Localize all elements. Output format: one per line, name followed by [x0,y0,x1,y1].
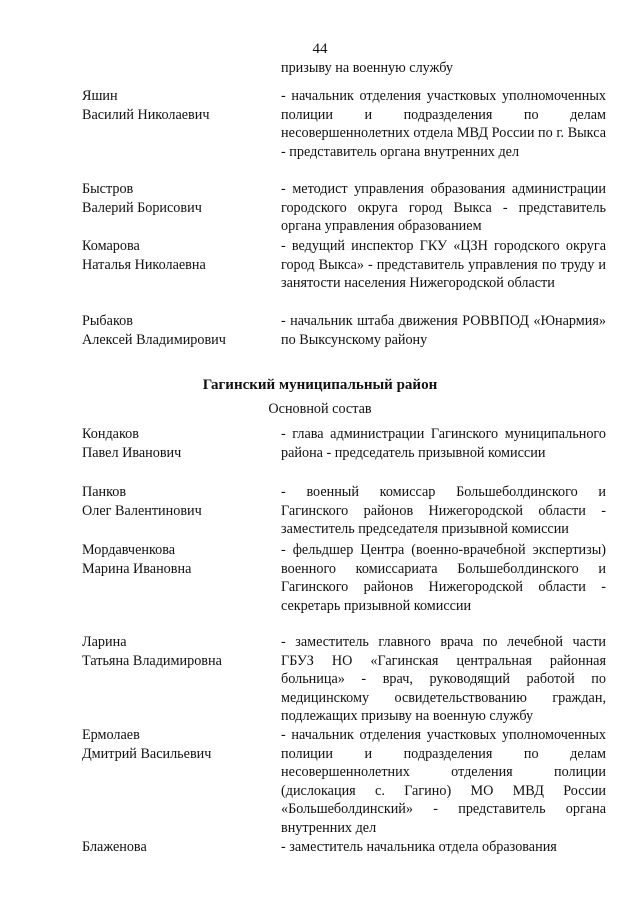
member-surname: Ларина [82,634,127,650]
member-surname: Яшин [82,88,118,104]
member-name [82,726,272,763]
member-name [82,312,272,349]
member-name [82,237,272,274]
member-name [82,541,272,578]
member-role: - заместитель главного врача по лечебной части ГБУЗ НО «Гагинская центральная районная больница» - врач, руководящий работой по медицинскому освидетельствованию граждан, подлежащих призыву на военную службу [281,634,606,724]
member-name [82,483,272,520]
member-surname: Кондаков [82,426,139,442]
member-name [82,425,272,462]
page-number: 44 [312,41,328,57]
member-role: - заместитель начальника отдела образования [281,839,557,855]
member-role: - ведущий инспектор ГКУ «ЦЗН городского округа город Выкса» - представитель управления по труду и занятости населения Нижегородской области [281,238,606,291]
continuation-text: призыву на военную службу [281,60,453,76]
section-title: Гагинский муниципальный район [202,377,438,393]
member-role: - начальник отделения участковых уполномоченных полиции и подразделения по делам несовершеннолетних отдела МВД России по г. Выкса - представитель органа внутренних дел [281,88,606,160]
member-name [82,87,272,124]
member-surname: Ермолаев [82,727,140,743]
member-surname: Панков [82,484,127,500]
member-given-name: Павел Иванович [82,444,182,461]
section-subtitle: Основной состав [268,401,372,417]
member-role: - военный комиссар Большеболдинского и Гагинского районов Нижегородской области - заместитель председателя призывной комиссии [281,484,606,537]
member-surname: Быстров [82,181,134,197]
member-role: - методист управления образования администрации городского округа город Выкса - представитель органа управления образованием [281,181,606,234]
member-role: - глава администрации Гагинского муниципального района - председатель призывной комиссии [281,426,606,461]
member-given-name: Валерий Борисович [82,199,202,216]
member-name [82,633,272,670]
member-given-name: Марина Ивановна [82,560,192,577]
member-role: - начальник штаба движения РОВВПОД «Юнармия» по Выксунскому району [281,313,606,348]
member-given-name: Наталья Николаевна [82,256,206,273]
member-given-name: Татьяна Владимировна [82,652,222,669]
member-surname: Рыбаков [82,313,133,329]
member-surname: Блаженова [82,839,147,855]
member-given-name: Василий Николаевич [82,106,210,123]
member-surname: Комарова [82,238,140,254]
member-given-name: Алексей Владимирович [82,331,226,348]
member-surname: Мордавченкова [82,542,176,558]
member-name [82,838,272,857]
member-role: - начальник отделения участковых уполномоченных полиции и подразделения по делам несовершеннолетних отделения полиции (дислокация с. Гагино) МО МВД России «Большеболдинский» - представитель органа внутренних дел [281,727,606,836]
member-role: - фельдшер Центра (военно-врачебной экспертизы) военного комиссариата Большеболдинского и Гагинского районов Нижегородской области - секретарь призывной комиссии [281,542,606,614]
member-given-name: Дмитрий Васильевич [82,745,212,762]
member-name [82,180,272,217]
member-given-name: Олег Валентинович [82,502,202,519]
